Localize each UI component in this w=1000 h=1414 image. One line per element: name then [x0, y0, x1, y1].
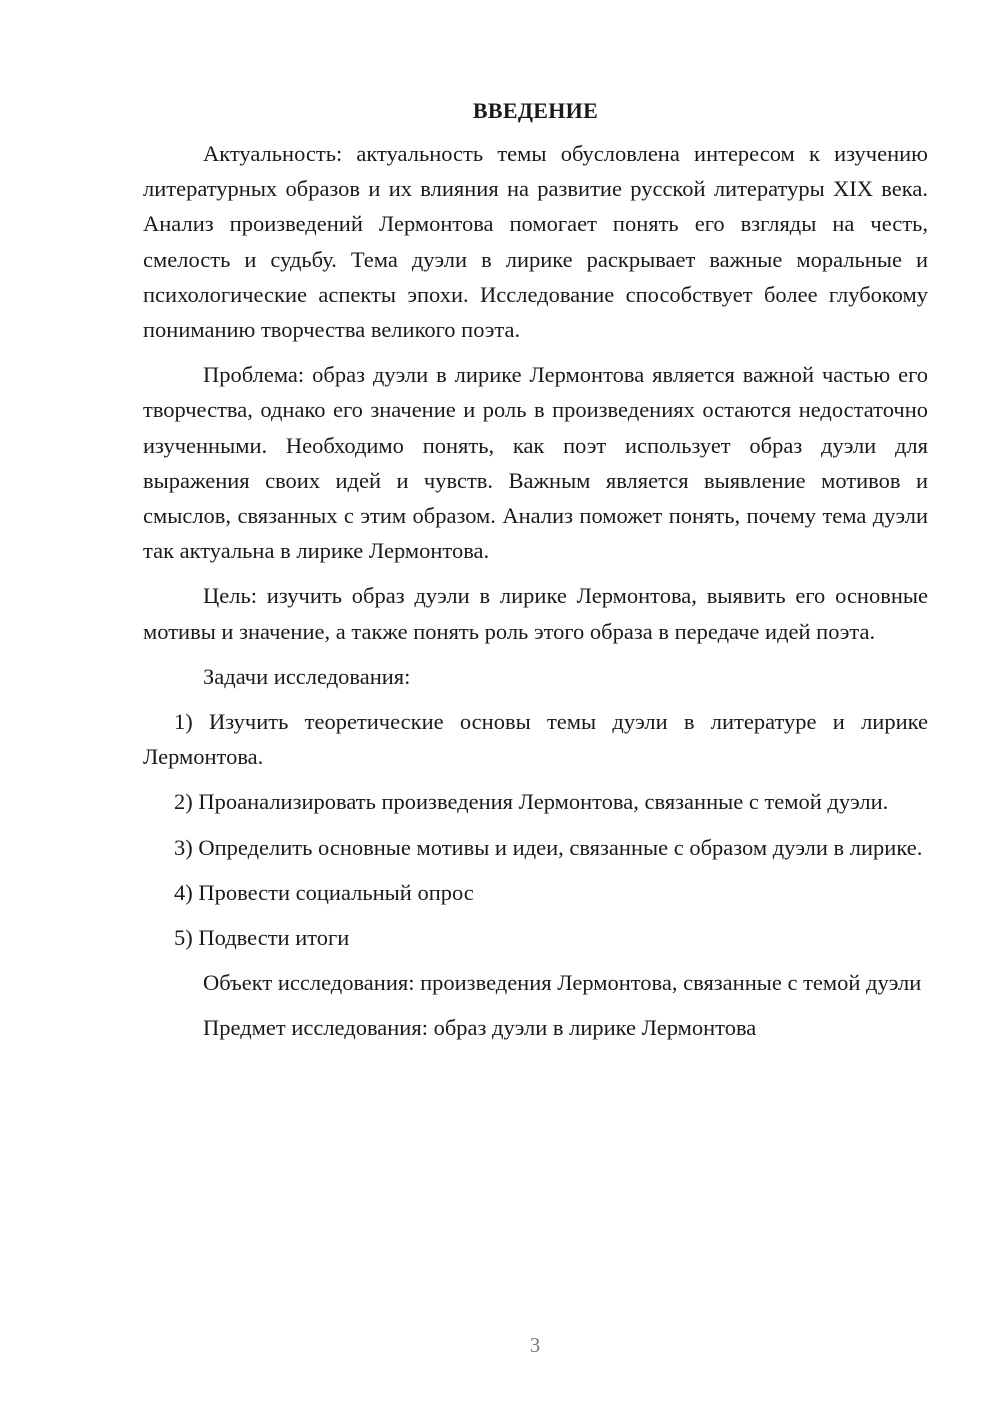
- task-item-1: 1) Изучить теоретические основы темы дуэли в литературе и лирике Лермонтова.: [143, 709, 928, 770]
- paragraph-goal: Цель: изучить образ дуэли в лирике Лермонтова, выявить его основные мотивы и значение, а также понять роль этого образа в передаче идей поэта.: [143, 583, 928, 644]
- paragraph-relevance: Актуальность: актуальность темы обусловлена интересом к изучению литературных образов и их влияния на развитие русской литературы XIX века. Анализ произведений Лермонтова помогает понять его взгляды на честь, смелость и судьбу. Тема дуэли в лирике раскрывает важные моральные и психологические аспекты эпохи. Исследование способствует более глубокому пониманию творчества великого поэта.: [143, 141, 928, 343]
- section-title: ВВЕДЕНИЕ: [472, 98, 599, 123]
- paragraph-problem: Проблема: образ дуэли в лирике Лермонтова является важной частью его творчества, однако его значение и роль в произведениях остаются недостаточно изученными. Необходимо понять, как поэт использует образ дуэли для выражения своих идей и чувств. Важным является выявление мотивов и смыслов, связанных с этим образом. Анализ поможет понять, почему тема дуэли так актуальна в лирике Лермонтова.: [143, 362, 928, 564]
- task-item-2: 2) Проанализировать произведения Лермонтова, связанные с темой дуэли.: [174, 789, 889, 815]
- tasks-heading: Задачи исследования:: [203, 663, 411, 689]
- paragraph-object: Объект исследования: произведения Лермонтова, связанные с темой дуэли: [203, 970, 922, 996]
- task-item-4: 4) Провести социальный опрос: [174, 879, 474, 905]
- task-item-5: 5) Подвести итоги: [174, 925, 350, 951]
- task-item-3: 3) Определить основные мотивы и идеи, связанные с образом дуэли в лирике.: [174, 834, 923, 860]
- paragraph-subject: Предмет исследования: образ дуэли в лирике Лермонтова: [203, 1015, 757, 1041]
- document-page: [143, 96, 928, 1056]
- page-number: 3: [529, 1333, 541, 1357]
